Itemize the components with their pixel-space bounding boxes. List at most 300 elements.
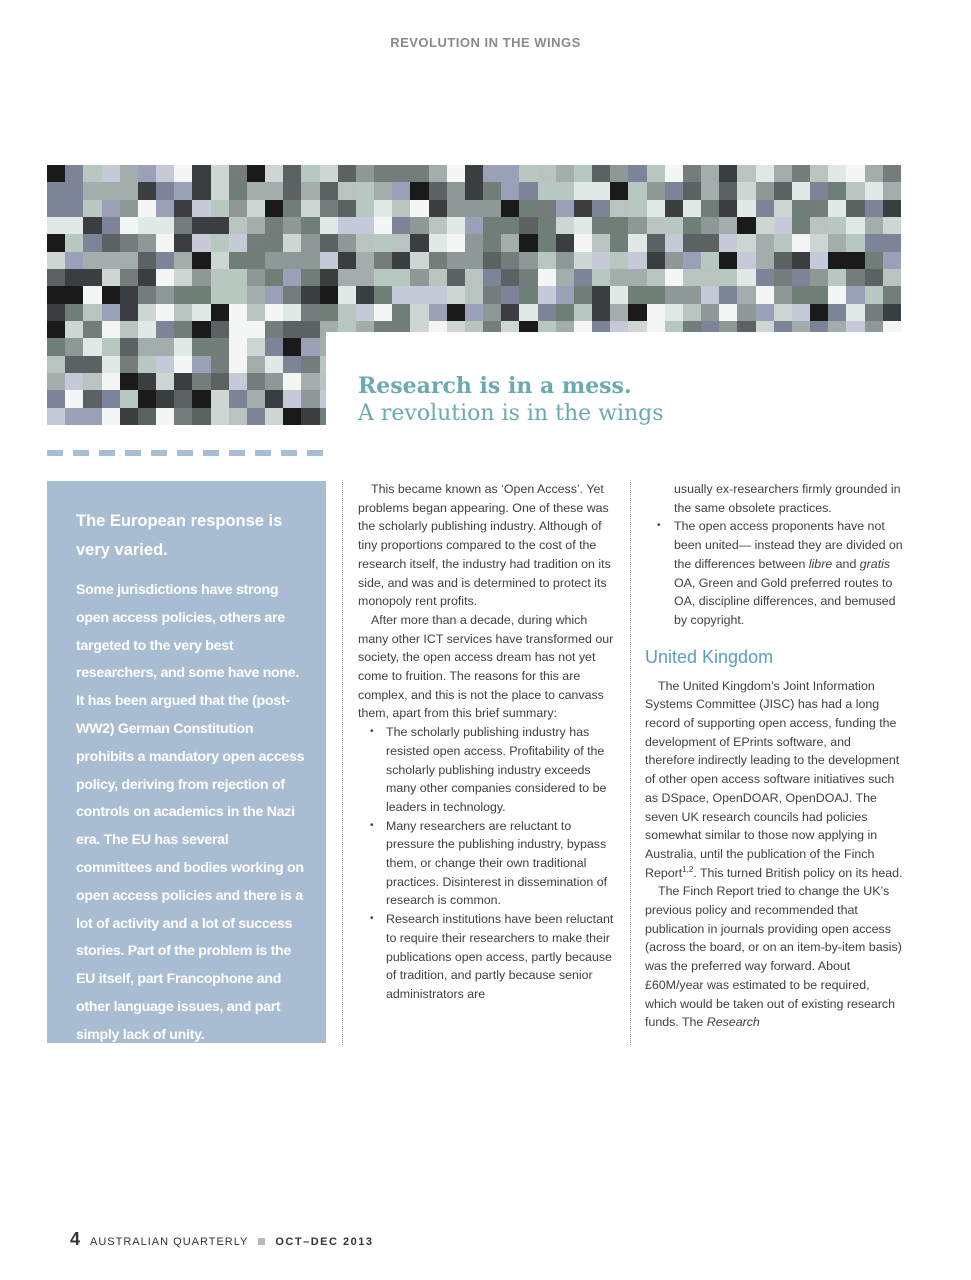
mosaic-tile [792, 304, 810, 321]
mosaic-tile [883, 304, 901, 321]
mosaic-tile [156, 304, 174, 321]
mosaic-tile [265, 304, 283, 321]
italic-term: libre [808, 556, 833, 571]
mosaic-tile [283, 286, 301, 303]
mosaic-tile [265, 338, 283, 355]
mosaic-tile [719, 182, 737, 199]
mosaic-tile [138, 304, 156, 321]
mosaic-tile [592, 200, 610, 217]
mosaic-tile [156, 356, 174, 373]
mosaic-tile [47, 356, 65, 373]
mosaic-tile [647, 200, 665, 217]
paragraph: This became known as ‘Open Access’. Yet problems began appearing. One of these was the scholarly publishing industry. Although of tiny proportions compared to the cost of the research itself, the industry had tradition on its side, and was and is determined to protect its monopoly rent profits. [358, 482, 611, 609]
mosaic-tile [156, 286, 174, 303]
mosaic-tile [483, 217, 501, 234]
mosaic-tile [120, 338, 138, 355]
mosaic-tile [192, 269, 210, 286]
mosaic-tile [810, 234, 828, 251]
mosaic-tile [610, 286, 628, 303]
mosaic-tile [392, 165, 410, 182]
mosaic-tile [120, 200, 138, 217]
mosaic-tile [211, 304, 229, 321]
mosaic-tile [283, 182, 301, 199]
mosaic-tile [65, 304, 83, 321]
mosaic-tile [774, 200, 792, 217]
mosaic-tile [665, 200, 683, 217]
sidebar-lead: The European response is very varied. [76, 512, 283, 559]
mosaic-tile [174, 321, 192, 338]
mosaic-tile [756, 252, 774, 269]
mosaic-tile [883, 217, 901, 234]
mosaic-tile [156, 390, 174, 407]
mosaic-tile [211, 200, 229, 217]
mosaic-tile [610, 165, 628, 182]
mosaic-tile [102, 269, 120, 286]
mosaic-tile [229, 182, 247, 199]
mosaic-tile [628, 217, 646, 234]
headline-line-1: Research is in a mess. [358, 373, 632, 399]
mosaic-tile [647, 234, 665, 251]
mosaic-tile [83, 338, 101, 355]
mosaic-tile [501, 182, 519, 199]
mosaic-tile [65, 234, 83, 251]
mosaic-tile [756, 286, 774, 303]
mosaic-tile [247, 286, 265, 303]
mosaic-tile [247, 182, 265, 199]
mosaic-tile [610, 234, 628, 251]
mosaic-tile [810, 200, 828, 217]
bullet-list [358, 723, 618, 1004]
mosaic-tile [65, 200, 83, 217]
mosaic-tile [301, 182, 319, 199]
mosaic-tile [465, 182, 483, 199]
mosaic-tile [647, 182, 665, 199]
mosaic-tile [65, 217, 83, 234]
mosaic-tile [338, 269, 356, 286]
mosaic-tile [519, 200, 537, 217]
mosaic-tile [156, 200, 174, 217]
mosaic-tile [519, 182, 537, 199]
mosaic-tile [647, 252, 665, 269]
mosaic-tile [828, 182, 846, 199]
mosaic-tile [47, 165, 65, 182]
mosaic-tile [592, 304, 610, 321]
mosaic-tile [756, 234, 774, 251]
sidebar-body: Some jurisdictions have strong open access policies, others are targeted to the very best researchers, and some have none. It has been argued that the (post-WW2) German Constitution prohibits a mandatory open access policy, deriving from rejection of controls on academics in the Nazi era. The EU has several committees and bodies working on open access policies and there is a lot of activity and a lot of success stories. Part of the problem is the EU itself, part Francophone and other language issues, and part simply lack of unity. [76, 582, 305, 1043]
mosaic-tile [792, 182, 810, 199]
mosaic-tile [392, 304, 410, 321]
italic-term: gratis [859, 556, 891, 571]
mosaic-tile [174, 200, 192, 217]
paragraph-text: . This turned British policy on its head. [693, 865, 903, 880]
mosaic-tile [120, 269, 138, 286]
mosaic-tile [410, 252, 428, 269]
column-separator [342, 480, 343, 1045]
mosaic-tile [47, 200, 65, 217]
mosaic-tile [138, 234, 156, 251]
mosaic-tile [211, 408, 229, 425]
paragraph: After more than a decade, during which many other ICT services have transformed our society, the open access dream has not yet come to fruition. The reasons for this are complex, and this is not the place to canvass them, apart from this brief summary: [358, 612, 614, 721]
mosaic-tile [265, 182, 283, 199]
mosaic-tile [265, 408, 283, 425]
mosaic-tile [247, 321, 265, 338]
mosaic-tile [138, 269, 156, 286]
mosaic-tile [229, 252, 247, 269]
mosaic-tile [229, 269, 247, 286]
mosaic-tile [211, 390, 229, 407]
mosaic-tile [283, 356, 301, 373]
mosaic-tile [229, 304, 247, 321]
mosaic-tile [628, 234, 646, 251]
mosaic-tile [683, 269, 701, 286]
mosaic-tile [138, 286, 156, 303]
mosaic-tile [83, 304, 101, 321]
mosaic-tile [810, 252, 828, 269]
mosaic-tile [683, 182, 701, 199]
issue-date: OCT–DEC 2013 [275, 1236, 374, 1248]
mosaic-tile [447, 182, 465, 199]
headline-line-2: A revolution is in the wings [358, 401, 664, 426]
mosaic-tile [429, 269, 447, 286]
mosaic-tile [301, 217, 319, 234]
mosaic-tile [47, 252, 65, 269]
mosaic-tile [374, 182, 392, 199]
mosaic-tile [83, 373, 101, 390]
mosaic-tile [628, 182, 646, 199]
mosaic-tile [701, 234, 719, 251]
mosaic-tile [538, 217, 556, 234]
mosaic-tile [301, 252, 319, 269]
mosaic-tile [828, 200, 846, 217]
mosaic-tile [229, 200, 247, 217]
mosaic-tile [102, 182, 120, 199]
mosaic-tile [138, 356, 156, 373]
mosaic-tile [828, 252, 846, 269]
mosaic-tile [628, 165, 646, 182]
mosaic-tile [83, 408, 101, 425]
mosaic-tile [211, 182, 229, 199]
mosaic-tile [683, 234, 701, 251]
publication-name: AUSTRALIAN QUARTERLY [90, 1236, 249, 1248]
mosaic-tile [810, 286, 828, 303]
mosaic-tile [102, 390, 120, 407]
mosaic-tile [65, 373, 83, 390]
list-item: • Research institutions have been reluctant to require their researchers to make their publications open access, partly because of tradition, and partly because senior administrators are [358, 910, 618, 1004]
mosaic-tile [519, 269, 537, 286]
mosaic-tile [447, 165, 465, 182]
mosaic-tile [519, 252, 537, 269]
mosaic-tile [665, 286, 683, 303]
mosaic-tile [865, 252, 883, 269]
mosaic-tile [283, 269, 301, 286]
mosaic-tile [883, 182, 901, 199]
mosaic-tile [665, 182, 683, 199]
mosaic-tile [429, 200, 447, 217]
mosaic-tile [265, 321, 283, 338]
mosaic-tile [65, 390, 83, 407]
mosaic-tile [556, 200, 574, 217]
mosaic-tile [447, 200, 465, 217]
mosaic-tile [846, 286, 864, 303]
mosaic-tile [102, 356, 120, 373]
mosaic-tile [592, 252, 610, 269]
mosaic-tile [865, 182, 883, 199]
mosaic-tile [774, 286, 792, 303]
mosaic-tile [83, 321, 101, 338]
mosaic-tile [247, 200, 265, 217]
mosaic-tile [356, 286, 374, 303]
mosaic-tile [410, 304, 428, 321]
mosaic-tile [265, 269, 283, 286]
mosaic-tile [192, 390, 210, 407]
mosaic-tile [665, 304, 683, 321]
mosaic-tile [846, 269, 864, 286]
mosaic-tile [737, 182, 755, 199]
article-headline [358, 373, 918, 427]
mosaic-tile [556, 217, 574, 234]
mosaic-tile [102, 217, 120, 234]
mosaic-tile [610, 182, 628, 199]
mosaic-tile [229, 165, 247, 182]
citation-superscript: 1,2 [682, 864, 694, 874]
mosaic-tile [701, 217, 719, 234]
mosaic-tile [519, 304, 537, 321]
mosaic-tile [138, 408, 156, 425]
mosaic-tile [883, 234, 901, 251]
mosaic-tile [47, 217, 65, 234]
mosaic-tile [592, 234, 610, 251]
mosaic-tile [247, 390, 265, 407]
mosaic-tile [174, 234, 192, 251]
mosaic-tile [774, 252, 792, 269]
mosaic-tile [828, 286, 846, 303]
mosaic-tile [447, 252, 465, 269]
mosaic-tile [501, 217, 519, 234]
mosaic-tile [65, 252, 83, 269]
mosaic-tile [301, 373, 319, 390]
mosaic-tile [301, 321, 319, 338]
mosaic-tile [47, 286, 65, 303]
mosaic-tile [156, 217, 174, 234]
paragraph [645, 677, 903, 883]
mosaic-tile [756, 217, 774, 234]
mosaic-tile [120, 234, 138, 251]
mosaic-tile [465, 217, 483, 234]
mosaic-tile [865, 217, 883, 234]
mosaic-tile [501, 234, 519, 251]
mosaic-tile [683, 165, 701, 182]
mosaic-tile [792, 200, 810, 217]
mosaic-tile [265, 390, 283, 407]
bullet-list [645, 480, 903, 630]
mosaic-tile [410, 165, 428, 182]
mosaic-tile [283, 217, 301, 234]
mosaic-tile [719, 252, 737, 269]
mosaic-tile [483, 286, 501, 303]
mosaic-tile [156, 408, 174, 425]
mosaic-tile [392, 234, 410, 251]
mosaic-tile [247, 356, 265, 373]
mosaic-tile [628, 269, 646, 286]
list-item: • Many researchers are reluctant to pressure the publishing industry, bypass them, or change their own traditional practices. Disinterest in dissemination of research is common. [358, 817, 618, 911]
mosaic-tile [810, 304, 828, 321]
mosaic-tile [138, 200, 156, 217]
mosaic-tile [701, 200, 719, 217]
mosaic-tile [483, 252, 501, 269]
mosaic-tile [338, 182, 356, 199]
mosaic-tile [156, 234, 174, 251]
mosaic-tile [792, 269, 810, 286]
mosaic-tile [83, 165, 101, 182]
mosaic-tile [301, 200, 319, 217]
mosaic-tile [483, 269, 501, 286]
mosaic-tile [719, 234, 737, 251]
mosaic-tile [610, 304, 628, 321]
mosaic-tile [883, 286, 901, 303]
mosaic-tile [192, 234, 210, 251]
page-footer [70, 1229, 373, 1250]
mosaic-tile [247, 234, 265, 251]
mosaic-tile [120, 182, 138, 199]
mosaic-tile [538, 304, 556, 321]
mosaic-tile [865, 269, 883, 286]
mosaic-tile [83, 182, 101, 199]
mosaic-tile [211, 217, 229, 234]
mosaic-tile [192, 182, 210, 199]
mosaic-tile [374, 252, 392, 269]
mosaic-tile [211, 286, 229, 303]
mosaic-tile [774, 304, 792, 321]
mosaic-tile [465, 252, 483, 269]
mosaic-tile [265, 356, 283, 373]
mosaic-tile [846, 304, 864, 321]
mosaic-tile [47, 234, 65, 251]
mosaic-tile [828, 234, 846, 251]
mosaic-tile [501, 165, 519, 182]
mosaic-tile [374, 217, 392, 234]
mosaic-tile [810, 182, 828, 199]
mosaic-tile [174, 304, 192, 321]
mosaic-tile [683, 200, 701, 217]
list-item [645, 517, 903, 629]
mosaic-tile [283, 200, 301, 217]
mosaic-tile [174, 182, 192, 199]
mosaic-tile [65, 408, 83, 425]
mosaic-tile [429, 234, 447, 251]
mosaic-tile [447, 234, 465, 251]
mosaic-tile [447, 269, 465, 286]
mosaic-tile [647, 269, 665, 286]
mosaic-tile [356, 217, 374, 234]
mosaic-tile [265, 373, 283, 390]
mosaic-tile [301, 390, 319, 407]
mosaic-tile [211, 356, 229, 373]
mosaic-tile [83, 234, 101, 251]
mosaic-tile [846, 182, 864, 199]
mosaic-tile [138, 252, 156, 269]
mosaic-tile [192, 408, 210, 425]
mosaic-tile [174, 217, 192, 234]
mosaic-tile [156, 338, 174, 355]
mosaic-tile [501, 252, 519, 269]
footer-separator [258, 1238, 265, 1245]
mosaic-tile [846, 234, 864, 251]
mosaic-tile [465, 165, 483, 182]
mosaic-tile [320, 182, 338, 199]
mosaic-tile [883, 200, 901, 217]
mosaic-tile [865, 234, 883, 251]
mosaic-tile [556, 165, 574, 182]
mosaic-tile [156, 182, 174, 199]
mosaic-tile [556, 252, 574, 269]
mosaic-tile [756, 304, 774, 321]
mosaic-tile [211, 373, 229, 390]
mosaic-tile [519, 234, 537, 251]
mosaic-tile [65, 182, 83, 199]
body-column-1 [358, 480, 618, 1004]
mosaic-tile [538, 269, 556, 286]
mosaic-tile [192, 252, 210, 269]
mosaic-tile [138, 165, 156, 182]
mosaic-tile [102, 200, 120, 217]
mosaic-tile [265, 217, 283, 234]
mosaic-tile [574, 286, 592, 303]
mosaic-tile [719, 165, 737, 182]
mosaic-tile [410, 286, 428, 303]
mosaic-tile [301, 338, 319, 355]
mosaic-tile [792, 286, 810, 303]
mosaic-tile [883, 269, 901, 286]
mosaic-tile [538, 165, 556, 182]
mosaic-tile [83, 390, 101, 407]
mosaic-tile [120, 356, 138, 373]
mosaic-tile [792, 234, 810, 251]
mosaic-tile [429, 304, 447, 321]
mosaic-tile [174, 373, 192, 390]
mosaic-tile [211, 252, 229, 269]
mosaic-tile [120, 304, 138, 321]
mosaic-tile [792, 252, 810, 269]
mosaic-tile [628, 304, 646, 321]
mosaic-tile [538, 182, 556, 199]
mosaic-tile [556, 182, 574, 199]
mosaic-tile [592, 165, 610, 182]
mosaic-tile [737, 269, 755, 286]
mosaic-tile [265, 234, 283, 251]
mosaic-tile [192, 165, 210, 182]
body-column-2 [645, 480, 903, 1032]
mosaic-tile [501, 304, 519, 321]
mosaic-tile [247, 269, 265, 286]
mosaic-tile [846, 252, 864, 269]
mosaic-tile [247, 252, 265, 269]
mosaic-tile [374, 200, 392, 217]
mosaic-tile [338, 252, 356, 269]
mosaic-tile [429, 252, 447, 269]
mosaic-tile [265, 252, 283, 269]
mosaic-tile [392, 217, 410, 234]
mosaic-tile [483, 234, 501, 251]
mosaic-tile [883, 165, 901, 182]
mosaic-tile [737, 286, 755, 303]
mosaic-tile [192, 356, 210, 373]
mosaic-tile [410, 269, 428, 286]
section-heading: United Kingdom [645, 646, 774, 667]
mosaic-tile [320, 269, 338, 286]
mosaic-tile [592, 217, 610, 234]
mosaic-tile [429, 165, 447, 182]
mosaic-tile [719, 304, 737, 321]
